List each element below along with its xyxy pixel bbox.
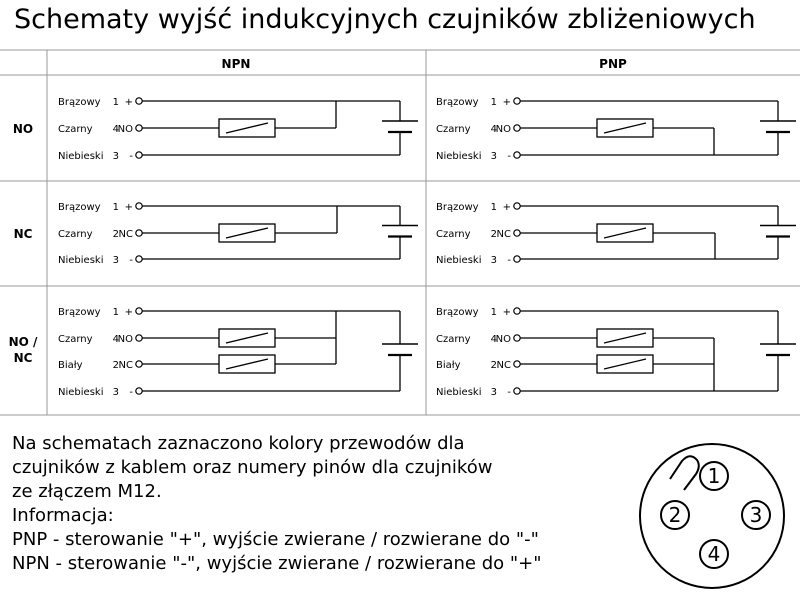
circuit-pnp-nc [436, 202, 796, 266]
wire-pin-label: 3 [112, 255, 119, 266]
wire-terminal [514, 335, 520, 341]
wire-terminal [136, 152, 142, 158]
row-label-nc: NC [13, 227, 33, 241]
wire-color-label: Niebieski [436, 151, 482, 162]
wire-color-label: Niebieski [436, 387, 482, 398]
wire-pin-label: 1 [112, 307, 119, 318]
wire-terminal [136, 203, 142, 209]
wire-color-label: Czarny [58, 124, 93, 135]
row-label-no: NO [12, 122, 34, 136]
wire-color-label: Biały [58, 360, 83, 371]
wire-sign-label: NO [117, 124, 133, 135]
wire-color-label: Czarny [436, 334, 471, 345]
wire-color-label: Biały [436, 360, 461, 371]
footer-note [12, 432, 642, 576]
svg-text:4: 4 [707, 542, 721, 566]
wire-pin-label: 1 [490, 307, 497, 318]
wire-color-label: Niebieski [58, 255, 104, 266]
wire-pin-label: 4 [490, 124, 497, 135]
wire-sign-label: - [129, 151, 133, 162]
wire-sign-label: - [507, 387, 511, 398]
page-title: Schematy wyjść indukcyjnych czujników zbliżeniowych [14, 4, 756, 35]
wire-pin-label: 4 [490, 334, 497, 345]
m12-connector-diagram [630, 436, 795, 596]
wire-pin-label: 3 [112, 151, 119, 162]
wire-pin-label: 2 [112, 229, 119, 240]
row-label-no-nc: NO / [8, 335, 38, 349]
wire-sign-label: NC [118, 360, 133, 371]
connector-pin-1 [700, 462, 728, 490]
row-label-no-nc: NC [13, 351, 33, 365]
wire-color-label: Czarny [58, 229, 93, 240]
footer-line: ze złączem M12. [12, 481, 162, 502]
wire-pin-label: 3 [112, 387, 119, 398]
footer-line: NPN - sterowanie "-", wyjście zwierane / rozwierane do "+" [12, 553, 542, 574]
wire-sign-label: - [129, 255, 133, 266]
svg-text:1: 1 [707, 464, 721, 488]
wire-pin-label: 2 [112, 360, 119, 371]
circuit-pnp-no-nc [436, 307, 796, 398]
wire-sign-label: + [502, 97, 511, 108]
connector-pin-4 [700, 540, 728, 568]
wire-color-label: Niebieski [58, 151, 104, 162]
wire-sign-label: + [124, 307, 133, 318]
connector-key-notch [670, 456, 699, 490]
circuit-npn-nc [58, 202, 418, 266]
wire-color-label: Czarny [436, 124, 471, 135]
wire-terminal [514, 230, 520, 236]
wire-sign-label: - [507, 151, 511, 162]
wire-pin-label: 3 [490, 255, 497, 266]
wire-terminal [136, 308, 142, 314]
wire-sign-label: NO [117, 334, 133, 345]
wire-terminal [514, 256, 520, 262]
wire-terminal [136, 125, 142, 131]
circuit-npn-no [58, 97, 418, 162]
wire-pin-label: 1 [490, 202, 497, 213]
connector-pin-2 [661, 501, 689, 529]
footer-line: PNP - sterowanie "+", wyjście zwierane / rozwierane do "-" [12, 529, 539, 550]
wire-sign-label: - [507, 255, 511, 266]
wire-terminal [514, 308, 520, 314]
wire-sign-label: + [124, 97, 133, 108]
wire-color-label: Czarny [58, 334, 93, 345]
footer-line: Na schematach zaznaczono kolory przewodów dla [12, 433, 465, 454]
wire-color-label: Czarny [436, 229, 471, 240]
wire-terminal [136, 361, 142, 367]
wire-color-label: Brązowy [58, 202, 101, 213]
wire-terminal [136, 230, 142, 236]
wire-sign-label: - [129, 387, 133, 398]
wire-sign-label: NC [496, 229, 511, 240]
wire-color-label: Niebieski [58, 387, 104, 398]
connector-pin-3 [742, 501, 770, 529]
svg-text:3: 3 [749, 503, 763, 527]
svg-text:2: 2 [668, 503, 682, 527]
wire-color-label: Brązowy [436, 97, 479, 108]
wire-pin-label: 2 [490, 229, 497, 240]
footer-line: Informacja: [12, 505, 114, 526]
wire-terminal [136, 335, 142, 341]
wire-terminal [514, 98, 520, 104]
wire-sign-label: NO [495, 124, 511, 135]
wire-color-label: Niebieski [436, 255, 482, 266]
wire-terminal [514, 125, 520, 131]
wire-pin-label: 1 [112, 202, 119, 213]
wire-pin-label: 3 [490, 387, 497, 398]
wire-sign-label: + [502, 307, 511, 318]
wire-sign-label: NC [118, 229, 133, 240]
wire-terminal [514, 152, 520, 158]
column-header-npn: NPN [221, 57, 251, 71]
wire-sign-label: + [502, 202, 511, 213]
wire-terminal [136, 388, 142, 394]
wire-terminal [514, 361, 520, 367]
wire-terminal [514, 388, 520, 394]
wire-terminal [136, 256, 142, 262]
wire-pin-label: 2 [490, 360, 497, 371]
wire-pin-label: 1 [490, 97, 497, 108]
circuit-pnp-no [436, 97, 796, 162]
wire-pin-label: 1 [112, 97, 119, 108]
wire-pin-label: 4 [112, 334, 119, 345]
wire-terminal [514, 203, 520, 209]
wire-sign-label: NC [496, 360, 511, 371]
wire-color-label: Brązowy [58, 97, 101, 108]
wire-pin-label: 4 [112, 124, 119, 135]
column-header-pnp: PNP [599, 57, 627, 71]
wire-sign-label: + [124, 202, 133, 213]
wire-color-label: Brązowy [58, 307, 101, 318]
wire-terminal [136, 98, 142, 104]
wire-color-label: Brązowy [436, 202, 479, 213]
circuit-npn-no-nc [58, 307, 418, 398]
footer-line: czujników z kablem oraz numery pinów dla czujników [12, 457, 493, 478]
wire-pin-label: 3 [490, 151, 497, 162]
wire-color-label: Brązowy [436, 307, 479, 318]
wire-sign-label: NO [495, 334, 511, 345]
